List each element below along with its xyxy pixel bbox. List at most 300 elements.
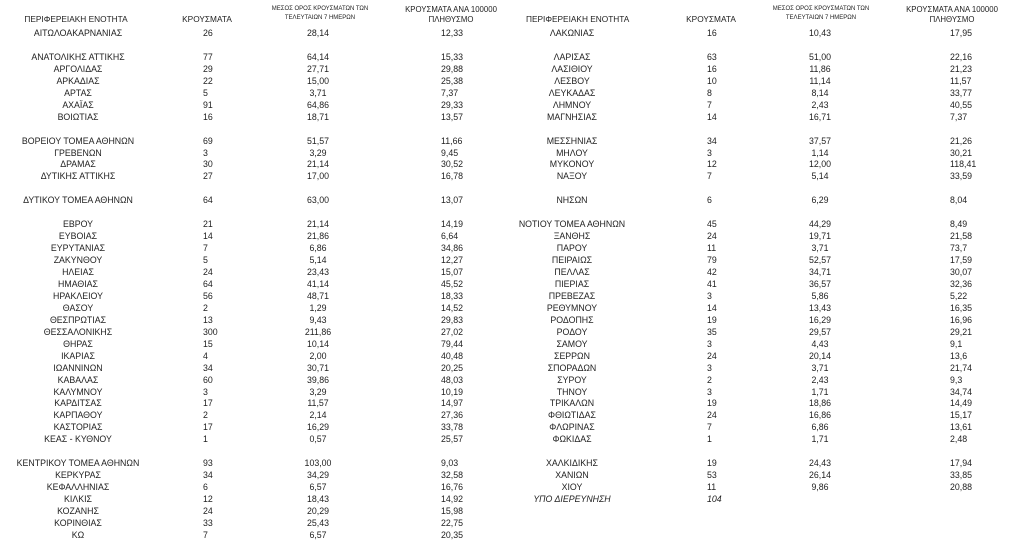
cases-count: 14 [203,231,213,242]
region-name: ΑΝΑΤΟΛΙΚΗΣ ΑΤΤΙΚΗΣ [31,51,125,62]
cases-count: 13 [203,314,213,325]
table-row [0,433,1024,445]
cases-per-100k: 16,78 [441,171,464,182]
region-name: ΕΥΒΟΙΑΣ [58,231,98,242]
region-name: ΜΥΚΟΝΟΥ [549,159,595,170]
header-avg-7-days-line2: ΤΕΛΕΥΤΑΙΩΝ 7 ΗΜΕΡΩΝ [785,14,857,21]
region-name: ΙΚΑΡΙΑΣ [61,350,95,361]
avg-7-day-cases: 6,57 [309,482,327,493]
table-row [0,254,1024,266]
cases-count: 3 [707,147,712,158]
region-name: ΦΩΚΙΔΑΣ [552,434,592,445]
region-name: ΛΑΡΙΣΑΣ [553,51,591,62]
avg-7-day-cases: 34,71 [808,267,831,277]
cases-count: 45 [707,219,717,230]
avg-7-day-cases: 1,71 [811,434,829,445]
avg-7-day-cases: 5,14 [811,171,829,182]
cases-per-100k: 48,03 [441,374,464,385]
region-name: ΗΡΑΚΛΕΙΟΥ [53,290,103,301]
cases-per-100k: 73,7 [950,243,968,254]
cases-count: 6 [203,482,208,493]
avg-7-day-cases: 9,43 [309,314,327,325]
avg-7-day-cases: 44,29 [808,219,831,230]
cases-per-100k: 13,61 [950,422,973,433]
region-name: ΣΑΜΟΥ [556,338,588,349]
cases-per-100k: 10,19 [441,386,464,397]
avg-7-day-cases: 18,71 [306,111,329,122]
cases-per-100k: 2,48 [950,434,968,445]
header-cases: ΚΡΟΥΣΜΑΤΑ [686,14,736,24]
table-row [0,469,1024,481]
header-cases-per-100k-line1: ΚΡΟΥΣΜΑΤΑ ΑΝΑ 100000 [405,5,497,14]
region-name: ΚΕΝΤΡΙΚΟΥ ΤΟΜΕΑ ΑΘΗΝΩΝ [16,458,140,469]
cases-count: 7 [203,243,208,254]
region-name: ΚΑΡΔΙΤΣΑΣ [54,398,102,409]
cases-per-100k: 25,57 [441,434,464,445]
region-name: ΝΗΣΩΝ [556,195,588,206]
cases-per-100k: 32,58 [441,470,464,481]
region-name: ΗΛΕΙΑΣ [62,267,94,277]
avg-7-day-cases: 211,86 [304,326,332,337]
region-name: ΚΑΒΑΛΑΣ [57,374,99,385]
cases-per-100k: 30,21 [950,147,973,158]
cases-per-100k: 15,33 [441,51,464,62]
table-row [0,421,1024,433]
cases-count: 1 [203,434,208,445]
cases-per-100k: 9,1 [950,338,963,349]
avg-7-day-cases: 30,71 [306,362,329,373]
table-row [0,242,1024,254]
region-name: ΠΕΛΛΑΣ [554,267,590,277]
cases-count: 3 [707,386,712,397]
cases-per-100k: 13,57 [441,111,464,122]
region-name: ΦΛΩΡΙΝΑΣ [549,422,595,433]
avg-7-day-cases: 11,86 [809,63,831,74]
cases-count: 7 [707,171,712,182]
cases-per-100k: 32,36 [950,278,973,289]
cases-per-100k: 33,78 [441,422,464,433]
avg-7-day-cases: 2,14 [309,410,327,421]
region-name: ΧΑΛΚΙΔΙΚΗΣ [546,458,598,469]
region-name: ΑΡΤΑΣ [64,87,92,98]
avg-7-day-cases: 5,86 [811,290,829,301]
region-name: ΦΘΙΩΤΙΔΑΣ [548,410,596,421]
avg-7-day-cases: 4,43 [811,338,829,349]
region-name: ΡΕΘΥΜΝΟΥ [546,302,598,313]
cases-count: 10 [707,75,717,86]
cases-per-100k: 9,03 [441,458,459,469]
cases-count: 34 [707,135,717,146]
header-cases-per-100k-line1: ΚΡΟΥΣΜΑΤΑ ΑΝΑ 100000 [906,5,998,14]
table-row [0,111,1024,123]
cases-per-100k: 79,44 [441,338,464,349]
region-name: ΚΑΣΤΟΡΙΑΣ [53,422,103,433]
cases-count: 16 [707,28,717,38]
region-name: ΡΟΔΟΠΗΣ [550,314,594,325]
cases-per-100k: 15,98 [441,506,464,516]
cases-count: 3 [203,386,208,397]
cases-per-100k: 33,59 [950,171,973,182]
region-name: ΑΡΓΟΛΙΔΑΣ [53,63,103,74]
cases-per-100k: 30,07 [950,267,973,277]
cases-count: 300 [203,326,218,337]
cases-count: 2 [707,374,712,385]
cases-per-100k: 16,96 [950,314,973,325]
cases-count: 17 [203,398,213,409]
cases-count: 6 [707,195,712,206]
table-row [0,75,1024,87]
table-row [0,158,1024,170]
table-row [0,27,1024,39]
region-name: ΧΙΟΥ [561,482,583,493]
region-name: ΚΑΛΥΜΝΟΥ [53,386,103,397]
cases-per-100k: 13,6 [950,350,968,361]
header-cases: ΚΡΟΥΣΜΑΤΑ [182,14,232,24]
cases-count: 19 [707,314,717,325]
region-name: ΤΗΝΟΥ [556,386,588,397]
cases-per-100k: 6,64 [441,231,459,242]
cases-per-100k: 9,3 [950,374,963,385]
cases-count: 42 [707,267,717,277]
cases-count: 34 [203,362,213,373]
avg-7-day-cases: 2,00 [309,350,327,361]
avg-7-day-cases: 20,14 [808,350,831,361]
cases-count: 26 [203,28,213,38]
table-row [0,194,1024,206]
table-row [0,99,1024,111]
cases-per-100k: 15,07 [441,267,464,277]
avg-7-day-cases: 51,00 [808,51,831,62]
cases-count: 24 [203,506,213,516]
avg-7-day-cases: 18,43 [306,494,329,505]
cases-count: 41 [707,278,717,289]
region-name: ΝΟΤΙΟΥ ΤΟΜΕΑ ΑΘΗΝΩΝ [518,219,626,230]
avg-7-day-cases: 10,14 [306,338,329,349]
cases-per-100k: 14,52 [441,302,464,313]
cases-per-100k: 21,23 [950,63,973,74]
table-row [0,218,1024,230]
avg-7-day-cases: 27,71 [306,63,329,74]
cases-count: 21 [203,219,213,230]
cases-count: 7 [707,422,712,433]
avg-7-day-cases: 9,86 [811,482,829,493]
cases-count: 24 [707,350,717,361]
cases-count: 56 [203,290,213,301]
region-name: ΚΑΡΠΑΘΟΥ [53,410,103,421]
cases-count: 1 [707,434,712,445]
cases-count: 64 [203,195,213,206]
region-name: ΚΩ [71,529,85,540]
avg-7-day-cases: 34,29 [306,470,329,481]
region-name: ΘΑΣΟΥ [62,302,94,313]
cases-per-100k: 21,26 [950,135,973,146]
cases-count: 53 [707,470,717,481]
cases-count: 12 [203,494,213,505]
cases-count: 93 [203,458,213,469]
avg-7-day-cases: 2,43 [811,99,829,110]
avg-7-day-cases: 24,43 [808,458,831,469]
avg-7-day-cases: 10,43 [808,28,831,38]
region-name: ΔΡΑΜΑΣ [60,159,96,170]
cases-count: 8 [707,87,712,98]
cases-per-100k: 33,77 [950,87,973,98]
cases-count: 27 [203,171,213,182]
cases-count: 24 [707,231,717,242]
cases-count: 19 [707,398,717,409]
avg-7-day-cases: 26,14 [808,470,831,481]
region-name: ΠΙΕΡΙΑΣ [554,278,590,289]
cases-count: 16 [203,111,213,122]
cases-count: 19 [707,458,717,469]
avg-7-day-cases: 103,00 [304,458,332,469]
table-row [0,350,1024,362]
avg-7-day-cases: 19,71 [808,231,831,242]
avg-7-day-cases: 16,86 [808,410,831,421]
region-name: ΚΙΛΚΙΣ [64,494,92,505]
cases-count: 64 [203,278,213,289]
table-row [0,493,1024,505]
region-name: ΛΑΣΙΘΙΟΥ [551,63,593,74]
region-name: ΧΑΝΙΩΝ [555,470,589,481]
table-row [0,457,1024,469]
cases-count: 24 [203,267,213,277]
avg-7-day-cases: 12,00 [808,159,831,170]
avg-7-day-cases: 17,00 [306,171,329,182]
avg-7-day-cases: 6,29 [811,195,829,206]
avg-7-day-cases: 23,43 [306,267,329,277]
cases-per-100k: 18,33 [441,290,464,301]
region-name: ΛΕΥΚΑΔΑΣ [548,87,596,98]
cases-per-100k: 29,88 [441,63,464,74]
region-name: ΚΕΡΚΥΡΑΣ [55,470,101,481]
cases-per-100k: 20,25 [441,362,464,373]
cases-per-100k: 45,52 [441,278,464,289]
region-name: ΠΑΡΟΥ [556,243,588,254]
cases-count: 16 [707,63,717,74]
cases-per-100k: 11,66 [441,135,463,146]
avg-7-day-cases: 25,43 [306,517,329,528]
region-name: ΑΡΚΑΔΙΑΣ [56,75,100,86]
avg-7-day-cases: 28,14 [306,28,329,38]
cases-per-100k: 33,85 [950,470,973,481]
table-row [0,326,1024,338]
cases-per-100k: 29,83 [441,314,464,325]
avg-7-day-cases: 13,43 [808,302,831,313]
table-row [0,278,1024,290]
table-row [0,397,1024,409]
avg-7-day-cases: 48,71 [306,290,329,301]
cases-count: 11 [707,243,717,254]
avg-7-day-cases: 3,71 [811,243,829,254]
cases-per-100k: 29,33 [441,99,464,110]
avg-7-day-cases: 64,14 [306,51,329,62]
avg-7-day-cases: 20,29 [306,506,329,516]
cases-per-100k: 13,07 [441,195,464,206]
cases-per-100k: 12,33 [441,28,464,38]
cases-per-100k: 16,76 [441,482,464,493]
table-row [0,230,1024,242]
cases-count: 24 [707,410,717,421]
cases-per-100k: 17,59 [950,255,973,266]
region-name: ΘΗΡΑΣ [63,338,93,349]
cases-per-100k: 30,52 [441,159,464,170]
region-name: ΤΡΙΚΑΛΩΝ [549,398,595,409]
cases-per-100k: 27,36 [441,410,464,421]
cases-per-100k: 9,45 [441,147,459,158]
region-name: ΛΗΜΝΟΥ [552,99,592,110]
cases-count: 4 [203,350,208,361]
cases-count: 35 [707,326,717,337]
cases-per-100k: 7,37 [950,111,968,122]
table-row [0,481,1024,493]
cases-per-100k: 7,37 [441,87,459,98]
cases-per-100k: 8,04 [950,195,968,206]
region-name: ΞΑΝΘΗΣ [553,231,591,242]
avg-7-day-cases: 6,57 [309,529,327,540]
avg-7-day-cases: 6,86 [811,422,829,433]
cases-count: 91 [203,99,213,110]
cases-count: 7 [203,529,208,540]
region-name: ΘΕΣΠΡΩΤΙΑΣ [49,314,107,325]
cases-per-100k: 14,19 [441,219,464,230]
avg-7-day-cases: 21,14 [306,159,329,170]
region-name: ΜΑΓΝΗΣΙΑΣ [547,111,597,122]
region-name: ΚΟΖΑΝΗΣ [57,506,99,516]
cases-count: 30 [203,159,213,170]
avg-7-day-cases: 21,86 [306,231,329,242]
cases-per-100k: 17,94 [950,458,973,469]
cases-per-100k: 21,74 [950,362,973,373]
region-name: ΣΕΡΡΩΝ [554,350,590,361]
cases-count: 15 [203,338,213,349]
cases-per-100k: 14,97 [441,398,464,409]
cases-per-100k: 27,02 [441,326,464,337]
header-avg-7-days-line2: ΤΕΛΕΥΤΑΙΩΝ 7 ΗΜΕΡΩΝ [284,14,356,21]
avg-7-day-cases: 18,86 [808,398,831,409]
avg-7-day-cases: 29,57 [808,326,831,337]
cases-per-100k: 14,92 [441,494,464,505]
table-row [0,374,1024,386]
table-row [0,135,1024,147]
cases-count: 5 [203,87,208,98]
table-row [0,147,1024,159]
cases-count: 3 [203,147,208,158]
region-name: ΔΥΤΙΚΟΥ ΤΟΜΕΑ ΑΘΗΝΩΝ [23,195,133,206]
avg-7-day-cases: 16,29 [808,314,831,325]
avg-7-day-cases: 41,14 [306,278,329,289]
cases-count: 104 [707,494,722,505]
avg-7-day-cases: 3,71 [811,362,829,373]
table-row [0,362,1024,374]
cases-per-100k: 25,38 [441,75,464,86]
table-row [0,51,1024,63]
table-row [0,63,1024,75]
header-cases-per-100k [902,5,1002,25]
avg-7-day-cases: 21,14 [306,219,329,230]
cases-per-100k: 40,55 [950,99,973,110]
cases-per-100k: 17,95 [950,28,973,38]
region-name: ΚΕΦΑΛΛΗΝΙΑΣ [46,482,110,493]
avg-7-day-cases: 51,57 [306,135,329,146]
cases-per-100k: 12,27 [441,255,464,266]
avg-7-day-cases: 1,14 [811,147,829,158]
cases-count: 33 [203,517,213,528]
avg-7-day-cases: 0,57 [309,434,327,445]
cases-count: 17 [203,422,213,433]
region-name: ΕΥΡΥΤΑΝΙΑΣ [50,243,106,254]
cases-per-100k: 34,86 [441,243,464,254]
cases-count: 11 [707,482,717,493]
header-avg-7-days [771,5,871,23]
region-name: ΚΕΑΣ - ΚΥΘΝΟΥ [44,434,112,445]
cases-count: 2 [203,302,208,313]
cases-count: 5 [203,255,208,266]
cases-per-100k: 20,35 [441,529,464,540]
avg-7-day-cases: 1,71 [811,386,829,397]
avg-7-day-cases: 8,14 [811,87,829,98]
region-name: ΛΑΚΩΝΙΑΣ [549,28,595,38]
region-name: ΝΑΞΟΥ [556,171,588,182]
avg-7-day-cases: 3,29 [309,147,327,158]
cases-count: 3 [707,290,712,301]
cases-per-100k: 14,49 [950,398,973,409]
avg-7-day-cases: 15,00 [306,75,329,86]
region-name: ΒΟΡΕΙΟΥ ΤΟΜΕΑ ΑΘΗΝΩΝ [21,135,135,146]
avg-7-day-cases: 3,71 [309,87,327,98]
avg-7-day-cases: 5,14 [309,255,327,266]
region-name: ΣΠΟΡΑΔΩΝ [547,362,597,373]
avg-7-day-cases: 37,57 [808,135,831,146]
region-name: ΜΗΛΟΥ [556,147,588,158]
table-row [0,302,1024,314]
cases-per-100k: 40,48 [441,350,464,361]
region-name: ΘΕΣΣΑΛΟΝΙΚΗΣ [43,326,113,337]
avg-7-day-cases: 64,86 [306,99,329,110]
header-cases-per-100k-line2: ΠΛΗΘΥΣΜΟ [428,15,474,24]
cases-count: 29 [203,63,213,74]
cases-count: 2 [203,410,208,421]
cases-per-100k: 118,41 [950,159,977,170]
cases-per-100k: 20,88 [950,482,973,493]
cases-count: 14 [707,302,717,313]
table-row [0,386,1024,398]
region-name: ΠΡΕΒΕΖΑΣ [548,290,596,301]
cases-per-100k: 8,49 [950,219,968,230]
region-name: ΖΑΚΥΝΘΟΥ [53,255,103,266]
cases-per-100k: 15,17 [950,410,973,421]
region-name: ΒΟΙΩΤΙΑΣ [57,111,99,122]
region-name: ΑΙΤΩΛΟΑΚΑΡΝΑΝΙΑΣ [33,28,123,38]
cases-count: 77 [203,51,213,62]
region-name: ΙΩΑΝΝΙΝΩΝ [53,362,103,373]
table-row [0,290,1024,302]
avg-7-day-cases: 16,71 [808,111,831,122]
avg-7-day-cases: 63,00 [306,195,329,206]
region-name: ΚΟΡΙΝΘΙΑΣ [54,517,102,528]
header-avg-7-days-line1: ΜΕΣΟΣ ΟΡΟΣ ΚΡΟΥΣΜΑΤΩΝ ΤΩΝ [772,5,870,12]
cases-per-100k: 22,16 [950,51,973,62]
region-name: ΑΧΑΪΑΣ [62,99,94,110]
cases-count: 34 [203,470,213,481]
table-row [0,409,1024,421]
cases-count: 3 [707,362,712,373]
cases-per-100k: 21,58 [950,231,973,242]
header-avg-7-days-line1: ΜΕΣΟΣ ΟΡΟΣ ΚΡΟΥΣΜΑΤΩΝ ΤΩΝ [271,5,369,12]
cases-count: 12 [707,159,717,170]
cases-count: 22 [203,75,213,86]
table-row [0,170,1024,182]
cases-count: 63 [707,51,717,62]
